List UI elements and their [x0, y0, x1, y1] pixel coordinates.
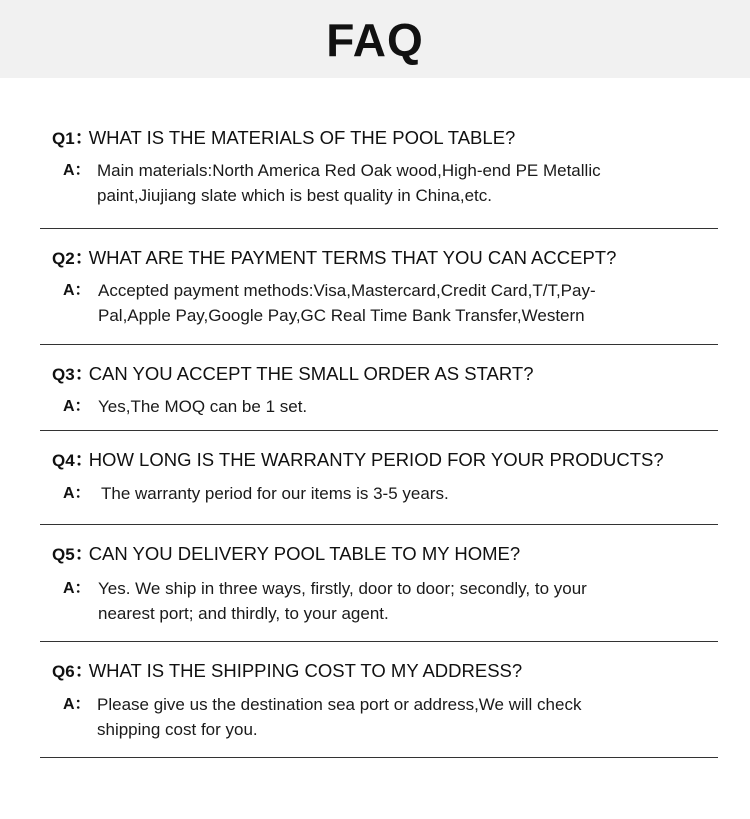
question-colon: ： — [74, 363, 94, 384]
question-colon: ： — [74, 127, 94, 148]
question-number: Q1 — [52, 129, 75, 148]
answer-label: A： — [63, 485, 91, 502]
answer-label: A： — [63, 580, 91, 597]
divider — [40, 228, 718, 229]
faq-answer-5-line-2: nearest port; and thirdly, to your agent. — [98, 604, 389, 623]
question-number: Q3 — [52, 365, 75, 384]
faq-answer-2-line-1: Accepted payment methods:Visa,Mastercard,Credit Card,T/T,Pay- — [98, 281, 596, 300]
question-number: Q6 — [52, 662, 75, 681]
faq-header — [0, 0, 750, 78]
faq-question-4 — [52, 448, 664, 473]
answer-label: A： — [63, 282, 91, 299]
question-text: WHAT IS THE SHIPPING COST TO MY ADDRESS? — [88, 660, 523, 681]
question-colon: ： — [74, 660, 94, 681]
faq-answer-4-line-1: The warranty period for our items is 3-5 years. — [101, 484, 449, 503]
question-number: Q4 — [52, 451, 75, 470]
faq-question-2 — [52, 246, 616, 271]
faq-question-6 — [52, 659, 522, 684]
faq-question-5 — [52, 542, 520, 567]
divider — [40, 344, 718, 345]
divider — [40, 757, 718, 758]
answer-label: A： — [63, 696, 91, 713]
faq-question-3 — [52, 362, 534, 387]
divider — [40, 524, 718, 525]
faq-answer-1-line-2: paint,Jiujiang slate which is best quality in China,etc. — [97, 186, 492, 205]
question-text: CAN YOU ACCEPT THE SMALL ORDER AS START? — [88, 363, 534, 384]
question-colon: ： — [74, 449, 94, 470]
question-colon: ： — [74, 543, 94, 564]
question-colon: ： — [74, 247, 94, 268]
answer-label: A： — [63, 398, 91, 415]
faq-answer-1-line-1: Main materials:North America Red Oak wood,High-end PE Metallic — [97, 161, 601, 180]
page-title: FAQ — [326, 14, 424, 66]
question-text: HOW LONG IS THE WARRANTY PERIOD FOR YOUR PRODUCTS? — [88, 449, 664, 470]
faq-answer-5-line-1: Yes. We ship in three ways, firstly, door to door; secondly, to your — [98, 579, 587, 598]
faq-answer-2-line-2: Pal,Apple Pay,Google Pay,GC Real Time Bank Transfer,Western — [98, 306, 585, 325]
question-text: WHAT IS THE MATERIALS OF THE POOL TABLE? — [88, 127, 516, 148]
answer-label: A： — [63, 162, 91, 179]
question-text: WHAT ARE THE PAYMENT TERMS THAT YOU CAN ACCEPT? — [88, 247, 617, 268]
faq-answer-6-line-1: Please give us the destination sea port or address,We will check — [97, 695, 582, 714]
faq-answer-3-line-1: Yes,The MOQ can be 1 set. — [98, 397, 308, 416]
question-text: CAN YOU DELIVERY POOL TABLE TO MY HOME? — [88, 543, 521, 564]
divider — [40, 641, 718, 642]
question-number: Q2 — [52, 249, 75, 268]
faq-question-1 — [52, 126, 515, 151]
faq-answer-6-line-2: shipping cost for you. — [97, 720, 258, 739]
question-number: Q5 — [52, 545, 75, 564]
divider — [40, 430, 718, 431]
